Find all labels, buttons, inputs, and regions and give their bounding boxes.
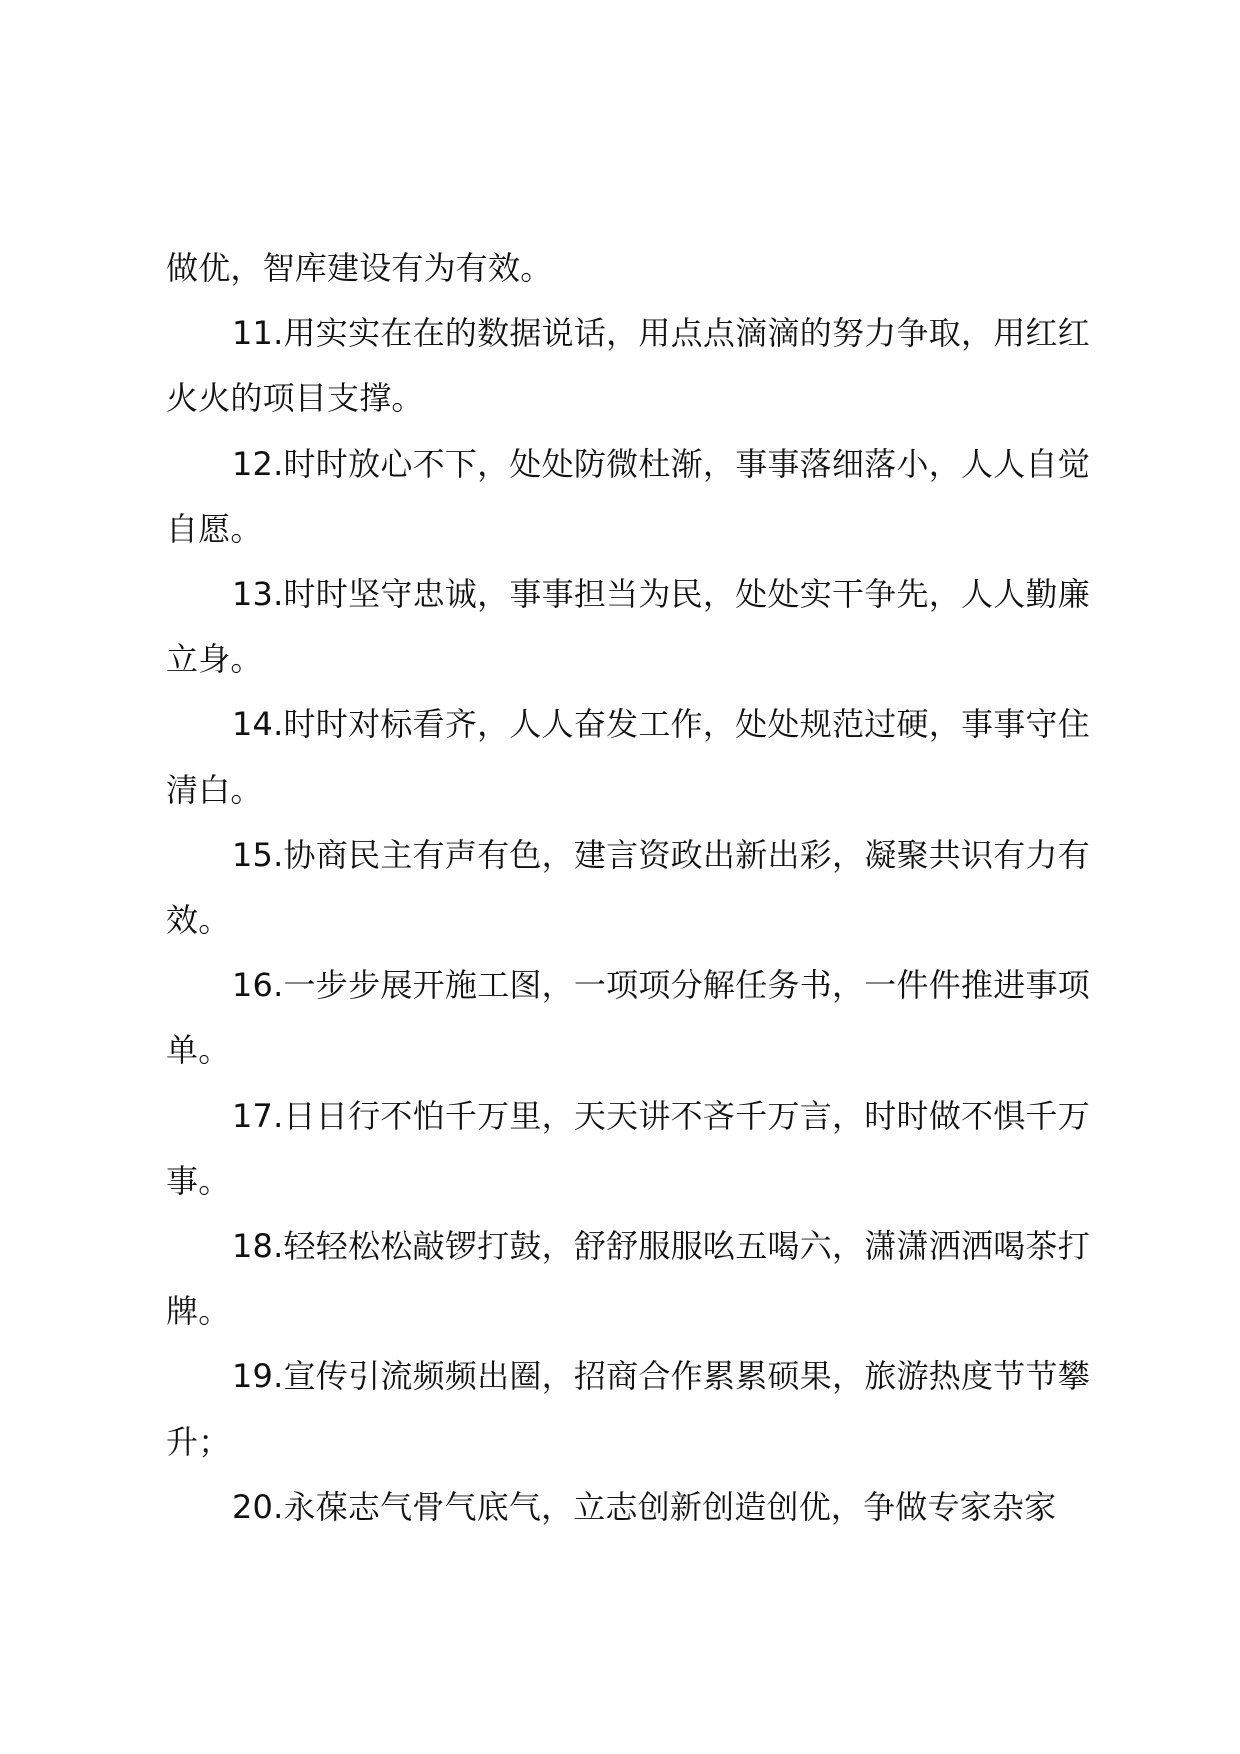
paragraph-13: 13.时时坚守忠诚，事事担当为民，处处实干争先，人人勤廉立身。 <box>166 575 1090 679</box>
paragraph-10-continuation: 做优，智库建设有为有效。 <box>166 249 553 287</box>
paragraph-14: 14.时时对标看齐，人人奋发工作，处处规范过硬，事事守住清白。 <box>166 705 1090 809</box>
paragraph-20: 20.永葆志气骨气底气，立志创新创造创优，争做专家杂家 <box>232 1487 1057 1526</box>
paragraph-18: 18.轻轻松松敲锣打鼓，舒舒服服吆五喝六，潇潇洒洒喝茶打牌。 <box>166 1227 1090 1331</box>
paragraph-15: 15.协商民主有声有色，建言资政出新出彩，凝聚共识有力有效。 <box>166 835 1090 940</box>
paragraph-19: 19.宣传引流频频出圈，招商合作累累硕果，旅游热度节节攀升； <box>166 1357 1090 1461</box>
paragraph-11: 11.用实实在在的数据说话，用点点滴滴的努力争取，用红红火火的项目支撑。 <box>166 314 1090 418</box>
paragraph-17: 17.日日行不怕千万里，天天讲不吝千万言，时时做不惧千万事。 <box>166 1096 1090 1200</box>
body-text <box>166 236 1090 1540</box>
paragraph-12: 12.时时放心不下，处处防微杜渐，事事落细落小，人人自觉自愿。 <box>166 444 1090 548</box>
paragraph-16: 16.一步步展开施工图，一项项分解任务书，一件件推进事项单。 <box>166 966 1090 1070</box>
